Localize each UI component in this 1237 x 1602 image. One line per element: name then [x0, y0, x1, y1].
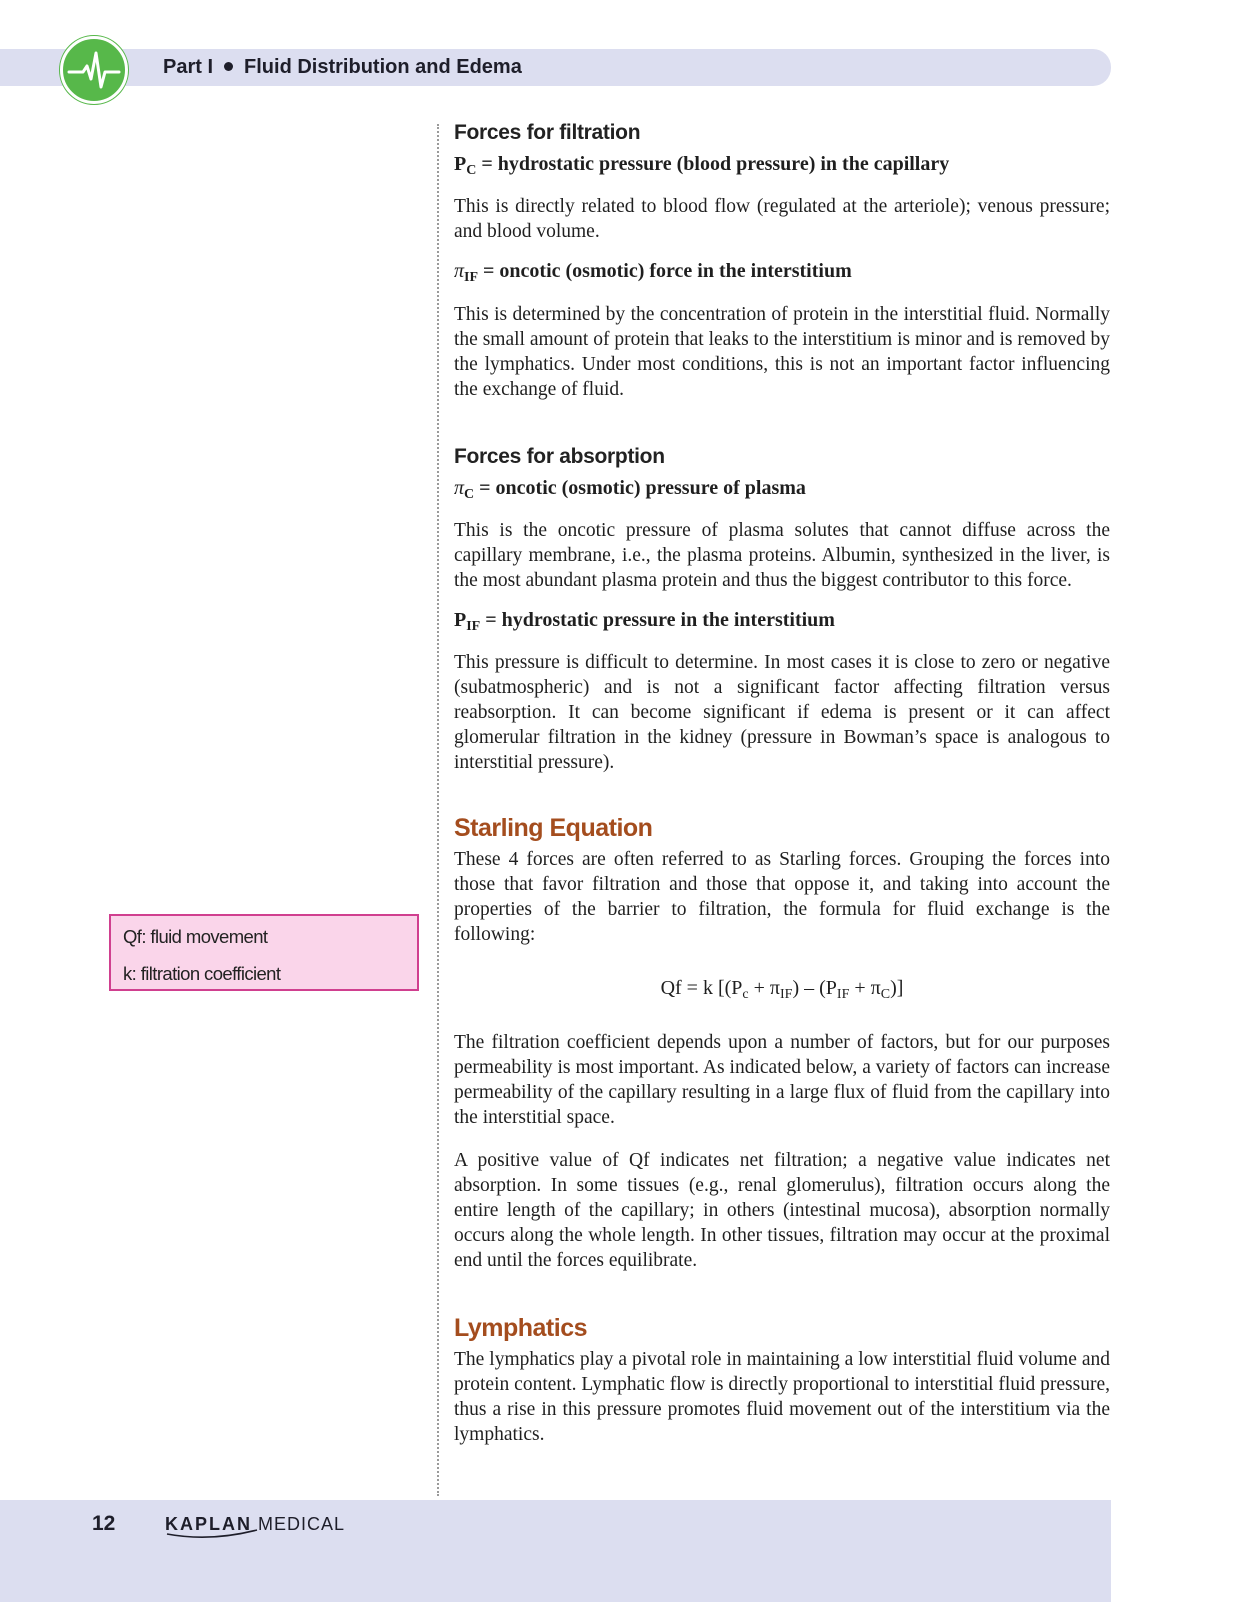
starling-equation	[454, 975, 1110, 1004]
absorption-heading: Forces for absorption	[454, 444, 665, 468]
column-divider	[437, 124, 439, 1496]
pif-label: = hydrostatic pressure in the interstitium	[485, 608, 835, 631]
header-part: Part I	[163, 56, 214, 78]
pic-label: = oncotic (osmotic) pressure of plasma	[479, 476, 806, 499]
eq-part: ) – (P	[792, 977, 837, 1000]
pic-definition	[454, 475, 1110, 504]
header-title: Fluid Distribution and Edema	[244, 56, 522, 78]
note-line-k: k: filtration coefficient	[123, 963, 281, 984]
main-content	[454, 120, 1110, 1447]
pif-paragraph: This pressure is difficult to determine. In most cases it is close to zero or negative (subatmospheric) and is not a significant factor affecting filtration versus reabsorption. It can become significant if edema is present or it can affect glomerular filtration in the kidney (pressure in Bowman’s space is analogous to interstitial pressure).	[454, 652, 1110, 774]
pic-symbol: π	[454, 476, 465, 499]
note-line-qf: Qf: fluid movement	[123, 926, 268, 947]
eq-part: )]	[890, 977, 904, 1000]
piif-label: = oncotic (osmotic) force in the interstitium	[483, 260, 852, 283]
brand-sub: MEDICAL	[258, 1514, 346, 1534]
filtration-coefficient-paragraph: The filtration coefficient depends upon a number of factors, but for our purposes permeability is most important. As indicated below, a variety of factors can increase permeability of the capillary resulting in a large flux of fluid from the capillary into the interstitial space.	[454, 1032, 1110, 1129]
eq-subscript: c	[742, 987, 749, 1003]
pc-definition	[454, 151, 1110, 180]
pc-label: = hydrostatic pressure (blood pressure) in the capillary	[481, 153, 950, 176]
bullet-icon	[224, 62, 233, 71]
lymphatics-heading: Lymphatics	[454, 1314, 588, 1343]
pic-paragraph: This is the oncotic pressure of plasma solutes that cannot diffuse across the capillary membrane, i.e., the plasma proteins. Albumin, synthesized in the liver, is the most abundant plasma protein and thus the biggest contributor to this force.	[454, 519, 1110, 591]
page-number: 12	[92, 1512, 116, 1535]
eq-part: + π	[849, 977, 881, 1000]
piif-paragraph: This is determined by the concentration of protein in the interstitial fluid. Normally the small amount of protein that leaks to the interstitium is minor and is removed by the lymphatics. Under most conditions, this is not an important factor influencing the exchange of fluid.	[454, 303, 1110, 400]
eq-subscript: IF	[836, 987, 850, 1003]
heartbeat-icon	[60, 36, 128, 104]
running-header	[163, 56, 522, 79]
brand-main: KAPLAN	[165, 1514, 252, 1534]
pc-subscript: C	[466, 163, 477, 179]
starling-heading: Starling Equation	[454, 814, 653, 843]
piif-symbol: π	[454, 260, 465, 283]
pif-subscript: IF	[466, 618, 481, 634]
eq-part: Qf = k [(P	[660, 977, 743, 1000]
filtration-heading: Forces for filtration	[454, 121, 641, 144]
pif-definition	[454, 607, 1110, 636]
eq-subscript: IF	[780, 987, 793, 1003]
eq-subscript: C	[880, 987, 891, 1003]
net-filtration-paragraph: A positive value of Qf indicates net filtration; a negative value indicates net absorption. In some tissues (e.g., renal glomerulus), filtration occurs along the entire length of the capillary; in others (intestinal mucosa), absorption normally occurs along the whole length. In other tissues, filtration may occur at the proximal end until the forces equilibrate.	[454, 1150, 1110, 1272]
pic-subscript: C	[464, 486, 475, 502]
piif-definition	[454, 258, 1110, 287]
publisher-logo	[165, 1514, 345, 1535]
starling-intro: These 4 forces are often referred to as Starling forces. Grouping the forces into those that favor filtration and those that oppose it, and taking into account the properties of the barrier to filtration, the formula for fluid exchange is the following:	[454, 849, 1110, 946]
lymphatics-paragraph: The lymphatics play a pivotal role in maintaining a low interstitial fluid volume and protein content. Lymphatic flow is directly proportional to interstitial fluid pressure, thus a rise in this pressure promotes fluid movement out of the interstitium via the lymphatics.	[454, 1349, 1110, 1446]
piif-subscript: IF	[464, 270, 479, 286]
pif-symbol: P	[454, 608, 467, 631]
pc-symbol: P	[454, 153, 467, 176]
swoosh-icon	[165, 1528, 261, 1542]
pc-paragraph: This is directly related to blood flow (regulated at the arteriole); venous pressure; and blood volume.	[454, 196, 1110, 243]
eq-part: + π	[748, 977, 780, 1000]
sidebar-note	[109, 914, 419, 991]
